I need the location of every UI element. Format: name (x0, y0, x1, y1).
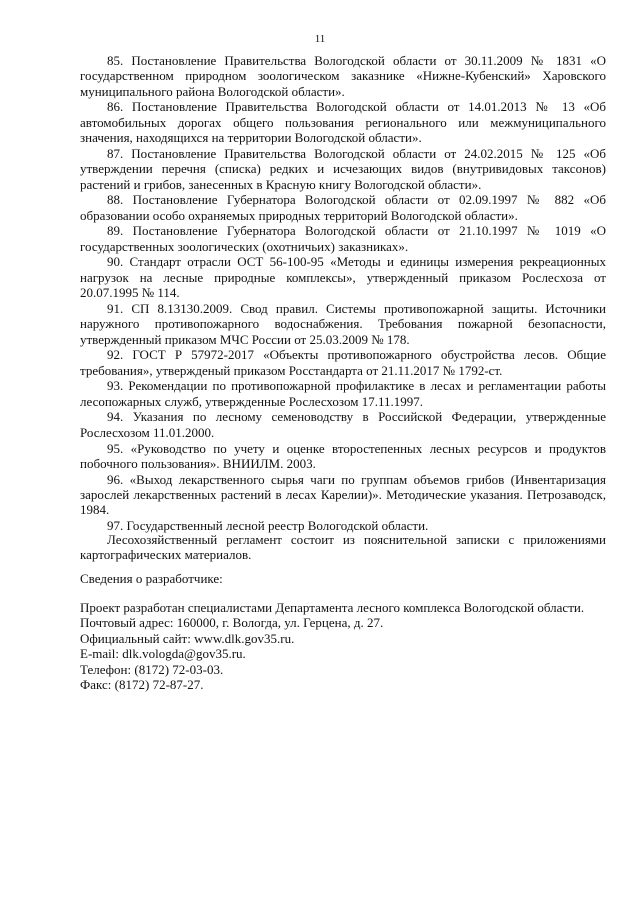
reference-item: 88. Постановление Губернатора Вологодской области от 02.09.1997 № 882 «Об образовании особо охраняемых природных территорий Вологодской области». (80, 192, 606, 223)
email-address: E-mail: dlk.vologda@gov35.ru. (80, 646, 246, 662)
fax-number: Факс: (8172) 72-87-27. (80, 677, 204, 693)
reference-item: 94. Указания по лесному семеноводству в Российской Федерации, утвержденные Рослесхозом 11.01.2000. (80, 409, 606, 440)
reference-item: 86. Постановление Правительства Вологодской области от 14.01.2013 № 13 «Об автомобильных дорогах общего пользования регионального или межмуниципального значения, находящихся на территории Вологодской области». (80, 99, 606, 146)
reference-item: 93. Рекомендации по противопожарной профилактике в лесах и регламентации работы лесопожарных служб, утвержденные Рослесхозом 17.11.1997. (80, 378, 606, 409)
reference-item: 87. Постановление Правительства Вологодской области от 24.02.2015 № 125 «Об утверждении перечня (списка) редких и исчезающих видов (внутривидовых таксонов) растений и грибов, занесенных в Красную книгу Вологодской области». (80, 145, 606, 192)
reference-item: 96. «Выход лекарственного сырья чаги по группам объемов грибов (Инвентаризация зарослей лекарственных растений в лесах Карелии)». Методические указания. Петрозаводск, 1984. (80, 471, 606, 518)
phone-number: Телефон: (8172) 72-03-03. (80, 661, 224, 677)
closing-paragraph: Лесохозяйственный регламент состоит из пояснительной записки с приложениями картографических материалов. (80, 532, 606, 563)
developer-heading: Сведения о разработчике: (80, 571, 223, 586)
reference-item: 85. Постановление Правительства Вологодской области от 30.11.2009 № 1831 «О государственном природном зоологическом заказнике «Нижне-Кубенский» Харовского муниципального района Вологодской области». (80, 53, 606, 99)
reference-item: 92. ГОСТ Р 57972-2017 «Объекты противопожарного обустройства лесов. Общие требования», утвержденый приказом Росстандарта от 21.11.2017 № 1792-ст. (80, 347, 606, 378)
developer-info (80, 600, 606, 692)
reference-item: 89. Постановление Губернатора Вологодской области от 21.10.1997 № 1019 «О государственных зоологических (охотничьих) заказниках». (80, 223, 606, 254)
page-number: 11 (314, 33, 326, 45)
reference-item: 90. Стандарт отрасли ОСТ 56-100-95 «Методы и единицы измерения рекреационных нагрузок на лесные природные комплексы», утвержденный приказом Рослесхоза от 20.07.1995 № 114. (80, 254, 606, 301)
reference-item: 95. «Руководство по учету и оценке второстепенных лесных ресурсов и продуктов побочного пользования». ВНИИЛМ. 2003. (80, 440, 606, 471)
reference-item: 97. Государственный лесной реестр Вологодской области. (107, 518, 429, 533)
reference-list (80, 53, 606, 533)
official-website: Официальный сайт: www.dlk.gov35.ru. (80, 630, 295, 646)
reference-item: 91. СП 8.13130.2009. Свод правил. Системы противопожарной защиты. Источники наружного противопожарного водоснабжения. Требования пожарной безопасности, утвержденный приказом МЧС России от 25.03.2009 № 178. (80, 300, 606, 347)
postal-address: Почтовый адрес: 160000, г. Вологда, ул. Герцена, д. 27. (80, 615, 384, 631)
developer-organization: Проект разработан специалистами Департамента лесного комплекса Вологодской области. (80, 600, 585, 615)
